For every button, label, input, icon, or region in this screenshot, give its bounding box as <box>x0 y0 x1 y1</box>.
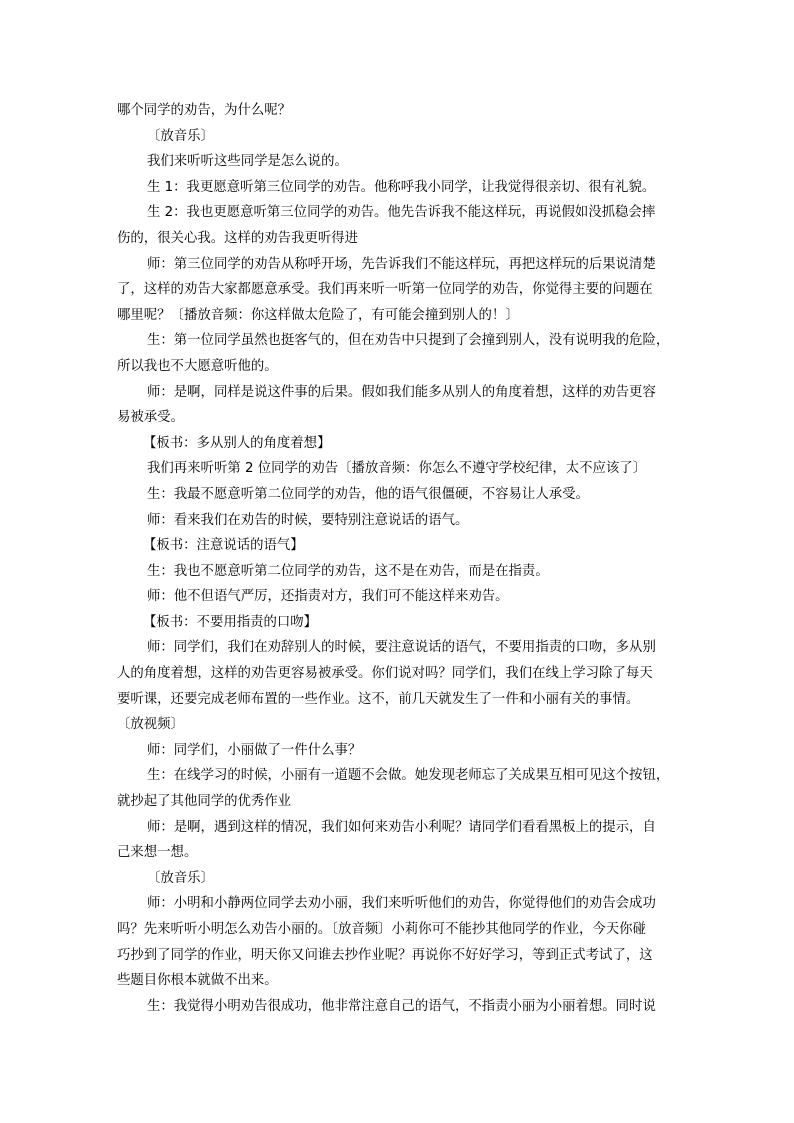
text-line: 生 1：我更愿意听第三位同学的劝告。他称呼我小同学，让我觉得很亲切、很有礼貌。 <box>147 179 656 195</box>
text-line: 生 2：我也更愿意听第三位同学的劝告。他先告诉我不能这样玩，再说假如没抓稳会摔 <box>147 205 656 221</box>
text-line: 生：我觉得小明劝告很成功，他非常注意自己的语气，不指责小丽为小丽着想。同时说 <box>147 998 656 1014</box>
text-line: 就抄起了其他同学的优秀作业 <box>117 794 292 810</box>
text-line: 师：同学们，小丽做了一件什么事？ <box>147 742 362 758</box>
text-line: 师：他不但语气严厉，还指责对方，我们可不能这样来劝告。 <box>147 589 509 605</box>
text-line: 〔放视频〕 <box>117 717 184 733</box>
text-line: 生：我最不愿意听第二位同学的劝告，他的语气很僵硬，不容易让人承受。 <box>147 486 589 502</box>
text-line: 【板书：不要用指责的口吻】 <box>143 614 318 630</box>
text-line: 师：是啊，遇到这样的情况，我们如何来劝告小利呢？请同学们看看黑板上的提示，自 <box>147 819 656 835</box>
text-line: 己来想一想。 <box>117 845 198 861</box>
text-line: 生：第一位同学虽然也挺客气的，但在劝告中只提到了会撞到别人，没有说明我的危险， <box>147 333 670 349</box>
text-line: 【板书：注意说话的语气】 <box>143 538 304 554</box>
text-line: 我们再来听听第 2 位同学的劝告〔播放音频：你怎么不遵守学校纪律，太不应该了〕 <box>147 461 647 477</box>
text-line: 了，这样的劝告大家都愿意承受。我们再来听一听第一位同学的劝告，你觉得主要的问题在 <box>117 282 653 298</box>
text-line: 哪里呢？〔播放音频：你这样做太危险了，有可能会撞到别人的！〕 <box>117 307 519 323</box>
text-line: 生：我也不愿意听第二位同学的劝告，这不是在劝告，而是在指责。 <box>147 563 549 579</box>
text-line: 哪个同学的劝告，为什么呢？ <box>117 103 292 118</box>
text-line: 〔放音乐〕 <box>147 128 214 144</box>
text-line: 所以我也不大愿意听他的。 <box>117 358 278 374</box>
text-line: 巧抄到了同学的作业，明天你又问谁去抄作业呢？再说你不好好学习，等到正式考试了，这 <box>117 947 653 963</box>
text-line: 伤的，很关心我。这样的劝告我更听得进 <box>117 230 359 246</box>
text-line: 【板书：多从别人的角度着想】 <box>143 435 331 451</box>
text-line: 易被承受。 <box>117 410 184 426</box>
text-line: 些题目你根本就做不出来。 <box>117 973 278 989</box>
text-line: 师：同学们，我们在劝辞别人的时候，要注意说话的语气，不要用指责的口吻，多从别 <box>147 640 656 656</box>
text-line: 〔放音乐〕 <box>147 870 214 886</box>
text-line: 师：是啊，同样是说这件事的后果。假如我们能多从别人的角度着想，这样的劝告更容 <box>147 384 656 400</box>
text-line: 要听课，还要完成老师布置的一些作业。这不，前几天就发生了一件和小丽有关的事情。 <box>117 691 640 707</box>
text-line: 师：第三位同学的劝告从称呼开场，先告诉我们不能这样玩，再把这样玩的后果说清楚 <box>147 256 656 272</box>
text-line: 师：看来我们在劝告的时候，要特别注意说话的语气。 <box>147 512 469 528</box>
document-body <box>117 98 685 1019</box>
text-line: 生：在线学习的时候，小丽有一道题不会做。她发现老师忘了关成果互相可见这个按钮， <box>147 768 670 784</box>
text-line: 吗？先来听听小明怎么劝告小丽的。〔放音频〕小莉你可不能抄其他同学的作业，今天你碰 <box>117 922 646 937</box>
text-line: 人的角度着想，这样的劝告更容易被承受。你们说对吗？同学们，我们在线上学习除了每天 <box>117 666 653 682</box>
text-line: 师：小明和小静两位同学去劝小丽，我们来听听他们的劝告，你觉得他们的劝告会成功 <box>147 896 656 912</box>
text-line: 我们来听听这些同学是怎么说的。 <box>147 154 348 170</box>
